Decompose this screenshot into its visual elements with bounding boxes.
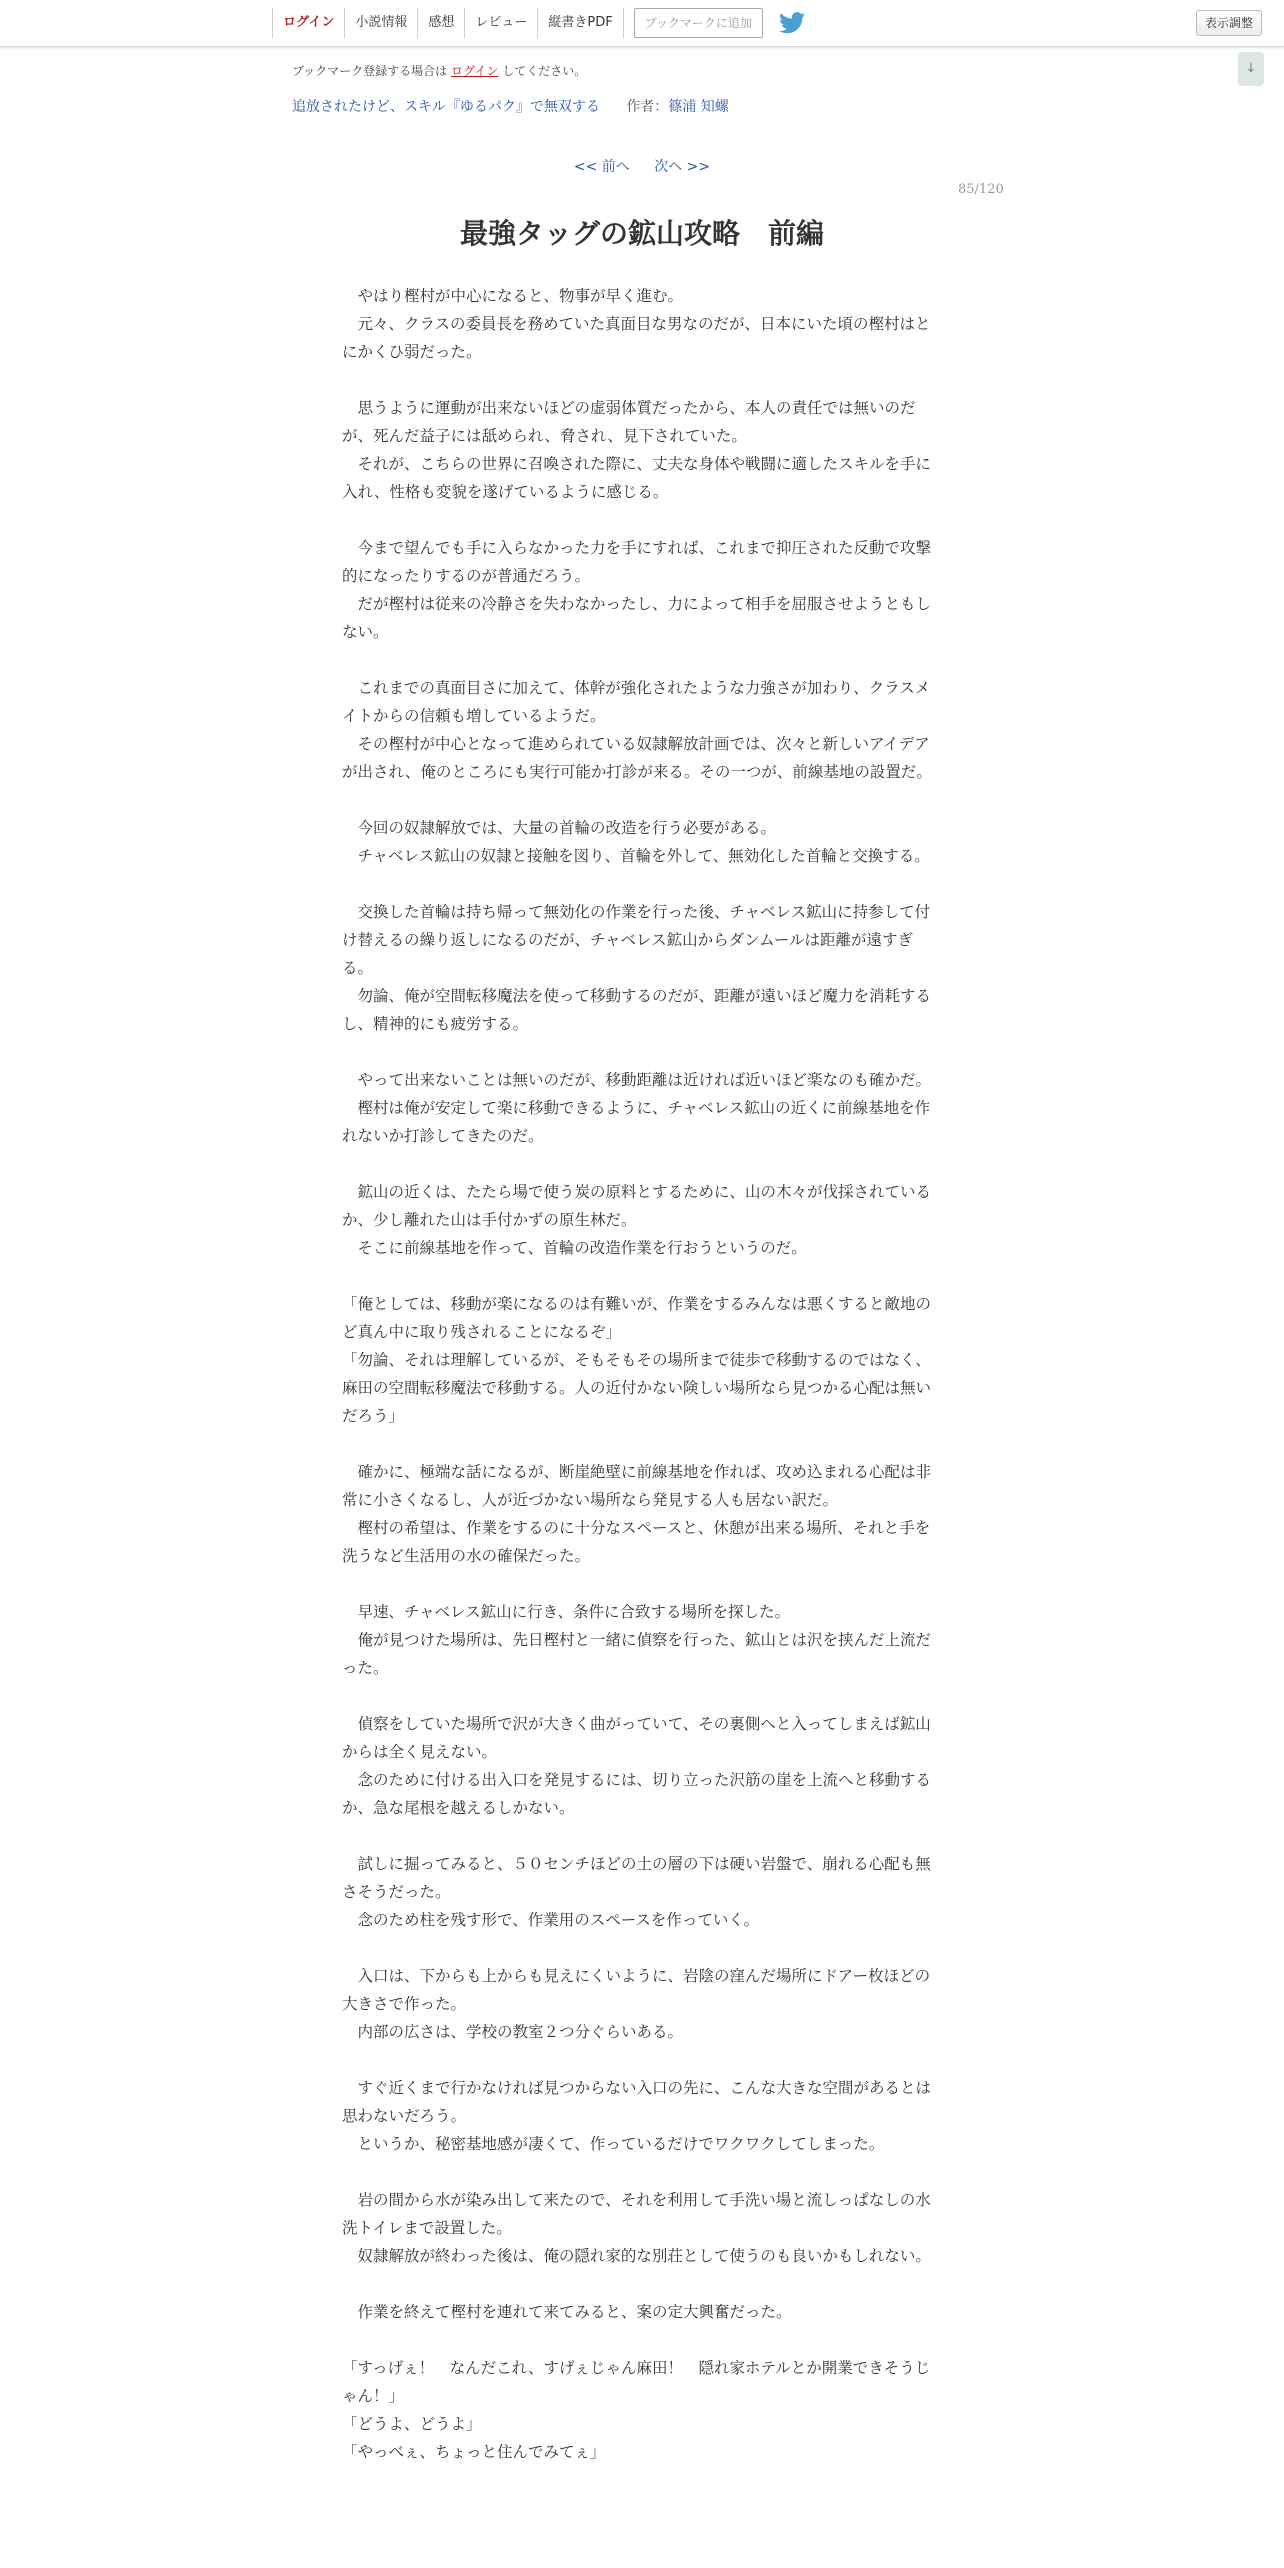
nav-impressions-link[interactable]: 感想: [417, 8, 464, 38]
body-line: 勿論、俺が空間転移魔法を使って移動するのだが、距離が遠いほど魔力を消耗するし、精神的にも疲労する。: [342, 987, 932, 1033]
body-line: 岩の間から水が染み出して来たので、それを利用して手洗い場と流しっぱなしの水洗トイレまで設置した。: [342, 2191, 931, 2237]
body-line: 今回の奴隷解放では、大量の首輪の改造を行う必要がある。: [342, 819, 777, 837]
nav-novel-info-link[interactable]: 小説情報: [344, 8, 417, 38]
body-line: [342, 2270, 936, 2298]
body-line: 交換した首輪は持ち帰って無効化の作業を行った後、チャベレス鉱山に持参して付け替えるの繰り返しになるのだが、チャベレス鉱山からダンムールは距離が遠すぎる。: [342, 903, 931, 977]
chapter-title: 最強タッグの鉱山攻略 前編: [459, 217, 824, 250]
body-line: というか、秘密基地感が凄くて、作っているだけでワクワクしてしまった。: [342, 2135, 885, 2153]
body-line: 樫村の希望は、作業をするのに十分なスペースと、休憩が出来る場所、それと手を洗うなど生活用の水の確保だった。: [342, 1519, 931, 1565]
body-line: 思うように運動が出来ないほどの虚弱体質だったから、本人の責任では無いのだが、死んだ益子には舐められ、脅され、見下されていた。: [342, 399, 916, 445]
novel-title-link[interactable]: 追放されたけど、スキル『ゆるパク』で無双する: [292, 99, 600, 115]
top-navbar: [0, 0, 1284, 47]
body-line: [342, 1038, 936, 1066]
body-line: [342, 786, 936, 814]
nav-vertical-pdf-link[interactable]: 縦書きPDF: [537, 8, 623, 38]
body-line: [342, 1682, 936, 1710]
body-line: やはり樫村が中心になると、物事が早く進む。: [342, 287, 684, 305]
body-line: 念のために付ける出入口を発見するには、切り立った沢筋の崖を上流へと移動するか、急な尾根を越えるしかない。: [342, 1771, 932, 1817]
next-episode-link[interactable]: 次へ >>: [654, 159, 711, 175]
body-line: 奴隷解放が終わった後は、俺の隠れ家的な別荘として使うのも良いかもしれない。: [342, 2247, 931, 2265]
scroll-down-button[interactable]: ↓: [1238, 52, 1264, 86]
chapter-body: [342, 282, 936, 2466]
body-line: [342, 506, 936, 534]
body-line: これまでの真面目さに加えて、体幹が強化されたような力強さが加わり、クラスメイトからの信頼も増しているようだ。: [342, 679, 931, 725]
body-line: 今まで望んでも手に入らなかった力を手にすれば、これまで抑圧された反動で攻撃的になったりするのが普通だろう。: [342, 539, 932, 585]
body-line: [342, 2046, 936, 2074]
nav-login-link[interactable]: ログイン: [272, 8, 344, 38]
body-line: [342, 2158, 936, 2186]
notice-suffix: してください。: [502, 64, 587, 78]
body-line: [342, 366, 936, 394]
body-line: 鉱山の近くは、たたら場で使う炭の原料とするために、山の木々が伐採されているか、少し離れた山は手付かずの原生林だ。: [342, 1183, 932, 1229]
body-line: 早速、チャベレス鉱山に行き、条件に合致する場所を探した。: [342, 1603, 790, 1621]
body-line: [342, 1150, 936, 1178]
notice-prefix: ブックマーク登録する場合は: [292, 64, 448, 78]
novel-meta: [292, 96, 729, 116]
body-line: 元々、クラスの委員長を務めていた真面目な男なのだが、日本にいた頃の樫村はとにかくひ弱だった。: [342, 315, 931, 361]
body-line: [342, 1262, 936, 1290]
body-line: 俺が見つけた場所は、先日樫村と一緒に偵察を行った、鉱山とは沢を挟んだ上流だった。: [342, 1631, 932, 1677]
body-line: 確かに、極端な話になるが、断崖絶壁に前線基地を作れば、攻め込まれる心配は非常に小さくなるし、人が近づかない場所なら発見する人も居ない訳だ。: [342, 1463, 932, 1509]
body-line: チャベレス鉱山の奴隷と接触を図り、首輪を外して、無効化した首輪と交換する。: [342, 847, 930, 865]
display-settings-button[interactable]: 表示調整: [1196, 10, 1262, 36]
body-line: そこに前線基地を作って、首輪の改造作業を行おうというのだ。: [342, 1239, 807, 1257]
body-line: [342, 2326, 936, 2354]
body-line: 偵察をしていた場所で沢が大きく曲がっていて、その裏側へと入ってしまえば鉱山からは全く見えない。: [342, 1715, 931, 1761]
episode-counter: 85/120: [958, 182, 1004, 197]
body-line: 「勿論、それは理解しているが、そもそもその場所まで徒歩で移動するのではなく、麻田の空間転移魔法で移動する。人の近付かない険しい場所なら見つかる心配は無いだろう」: [342, 1351, 932, 1425]
body-line: [342, 1822, 936, 1850]
body-line: その樫村が中心となって進められている奴隷解放計画では、次々と新しいアイデアが出され、俺のところにも実行可能か打診が来る。その一つが、前線基地の設置だ。: [342, 735, 932, 781]
body-line: [342, 870, 936, 898]
nav-review-link[interactable]: レビュー: [464, 8, 537, 38]
add-bookmark-button[interactable]: ブックマークに追加: [634, 8, 763, 38]
author-label: 作者：: [626, 99, 669, 115]
body-line: 樫村は俺が安定して楽に移動できるように、チャベレス鉱山の近くに前線基地を作れないか打診してきたのだ。: [342, 1099, 931, 1145]
body-line: 入口は、下からも上からも見えにくいように、岩陰の窪んだ場所にドアー枚ほどの大きさで作った。: [342, 1967, 931, 2013]
prev-episode-link[interactable]: << 前へ: [573, 159, 630, 175]
body-line: 試しに掘ってみると、５０センチほどの土の層の下は硬い岩盤で、崩れる心配も無さそうだった。: [342, 1855, 931, 1901]
nav-menu: [272, 0, 805, 46]
bookmark-login-notice: [292, 62, 586, 79]
body-line: [342, 1570, 936, 1598]
notice-login-link[interactable]: ログイン: [451, 64, 499, 78]
body-line: 念のため柱を残す形で、作業用のスペースを作っていく。: [342, 1911, 760, 1929]
body-line: 「やっべぇ、ちょっと住んでみてぇ」: [342, 2443, 606, 2461]
twitter-icon[interactable]: [779, 12, 805, 34]
author-link[interactable]: 篠浦 知螺: [668, 99, 729, 115]
body-line: それが、こちらの世界に召喚された際に、丈夫な身体や戦闘に適したスキルを手に入れ、性格も変貌を遂げているように感じる。: [342, 455, 931, 501]
body-line: だが樫村は従来の冷静さを失わなかったし、力によって相手を屈服させようともしない。: [342, 595, 932, 641]
body-line: 「俺としては、移動が楽になるのは有難いが、作業をするみんなは悪くすると敵地のど真ん中に取り残されることになるぞ」: [342, 1295, 932, 1341]
body-line: 「どうよ、どうよ」: [342, 2415, 482, 2433]
episode-pager: [0, 156, 1284, 176]
body-line: [342, 1934, 936, 1962]
body-line: [342, 1430, 936, 1458]
body-line: 「すっげぇ！ なんだこれ、すげぇじゃん麻田！ 隠れ家ホテルとか開業できそうじゃん！」: [342, 2359, 931, 2405]
body-line: 内部の広さは、学校の教室２つ分ぐらいある。: [342, 2023, 684, 2041]
body-line: やって出来ないことは無いのだが、移動距離は近ければ近いほど楽なのも確かだ。: [342, 1071, 932, 1089]
body-line: 作業を終えて樫村を連れて来てみると、案の定大興奮だった。: [342, 2303, 792, 2321]
body-line: [342, 646, 936, 674]
body-line: すぐ近くまで行かなければ見つからない入口の先に、こんな大きな空間があるとは思わないだろう。: [342, 2079, 932, 2125]
